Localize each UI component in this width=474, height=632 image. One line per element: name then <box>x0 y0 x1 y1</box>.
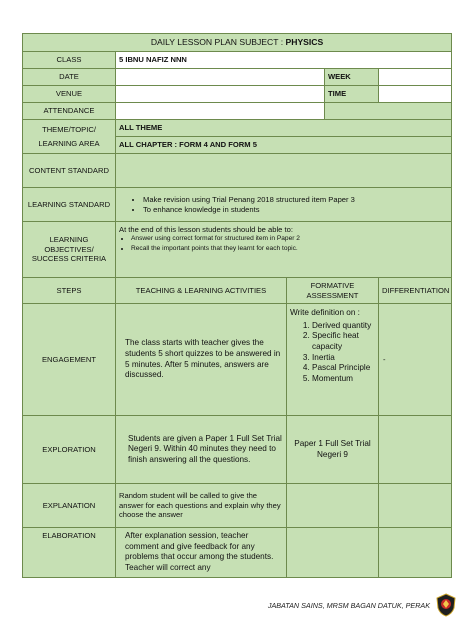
step-engagement: ENGAGEMENT <box>23 304 116 416</box>
theme-label <box>23 120 116 154</box>
objectives-value <box>116 222 452 278</box>
lesson-plan-table <box>22 33 452 578</box>
theme-label-line1: THEME/TOPIC/ <box>42 124 96 134</box>
formative-item: 5. Momentum <box>312 374 375 385</box>
attendance-label: ATTENDANCE <box>23 103 116 120</box>
time-value[interactable] <box>379 86 452 103</box>
week-label: WEEK <box>325 69 379 86</box>
col-formative: FORMATIVE ASSESSMENT <box>287 278 379 304</box>
learning-item: • To enhance knowledge in students <box>143 205 448 214</box>
step-explanation: EXPLANATION <box>23 484 116 528</box>
time-label: TIME <box>325 86 379 103</box>
week-value[interactable] <box>379 69 452 86</box>
activity-elaboration: After explanation session, teacher comment and give feedback for any problems that occur among the students. Teacher will correct any <box>116 528 287 578</box>
attendance-spare <box>325 103 452 120</box>
formative-item: 1. Derived quantity <box>312 321 375 332</box>
formative-intro: Write definition on : <box>290 308 360 317</box>
differentiation-elaboration <box>379 528 452 578</box>
school-crest-icon <box>435 593 457 617</box>
venue-label: VENUE <box>23 86 116 103</box>
differentiation-explanation <box>379 484 452 528</box>
step-exploration: EXPLORATION <box>23 416 116 484</box>
step-elaboration: ELABORATION <box>23 528 116 578</box>
differentiation-exploration <box>379 416 452 484</box>
col-activities: TEACHING & LEARNING ACTIVITIES <box>116 278 287 304</box>
footer-text: JABATAN SAINS, MRSM BAGAN DATUK, PERAK <box>267 601 430 610</box>
learning-standard-label: LEARNING STANDARD <box>23 188 116 222</box>
title-prefix: DAILY LESSON PLAN SUBJECT : <box>150 37 286 48</box>
theme-value: ALL THEME <box>116 120 452 137</box>
learning-item: • Make revision using Trial Penang 2018 structured item Paper 3 <box>143 195 448 204</box>
formative-item: 2. Specific heat capacity <box>312 331 375 352</box>
activity-exploration: Students are given a Paper 1 Full Set Trial Negeri 9. Within 40 minutes they need to finish answering all the questions. <box>116 416 287 484</box>
formative-elaboration <box>287 528 379 578</box>
theme-label-line2: LEARNING AREA <box>38 139 100 148</box>
formative-item: 4. Pascal Principle <box>312 363 375 374</box>
objective-item: • Answer using correct format for structured item in Paper 2 <box>131 235 448 243</box>
formative-explanation <box>287 484 379 528</box>
chapter-value: ALL CHAPTER : FORM 4 AND FORM 5 <box>116 137 452 154</box>
class-value[interactable]: 5 IBNU NAFIZ NNN <box>116 52 452 69</box>
learning-standard-value <box>116 188 452 222</box>
formative-exploration: Paper 1 Full Set Trial Negeri 9 <box>287 416 379 484</box>
formative-item: 3. Inertia <box>312 353 375 364</box>
attendance-value[interactable] <box>116 103 325 120</box>
subject-name: PHYSICS <box>285 37 324 48</box>
col-differentiation: DIFFERENTIATION <box>379 278 452 304</box>
col-steps: STEPS <box>23 278 116 304</box>
date-value[interactable] <box>116 69 325 86</box>
date-label: DATE <box>23 69 116 86</box>
class-label: CLASS <box>23 52 116 69</box>
content-standard-label: CONTENT STANDARD <box>23 154 116 188</box>
objectives-intro: At the end of this lesson students should be able to: <box>119 225 293 234</box>
differentiation-engagement: - <box>379 304 452 416</box>
formative-engagement <box>287 304 379 416</box>
objectives-label: LEARNING OBJECTIVES/ SUCCESS CRITERIA <box>23 222 116 278</box>
activity-engagement: The class starts with teacher gives the students 5 short quizzes to be answered in 5 minutes. After 5 minutes, answers are discussed. <box>116 304 287 416</box>
plan-title <box>23 34 452 52</box>
content-standard-value <box>116 154 452 188</box>
objective-item: • Recall the important points that they learnt for each topic. <box>131 245 448 253</box>
activity-explanation: Random student will be called to give the answer for each questions and explain why they choose the answer <box>116 484 287 528</box>
venue-value[interactable] <box>116 86 325 103</box>
